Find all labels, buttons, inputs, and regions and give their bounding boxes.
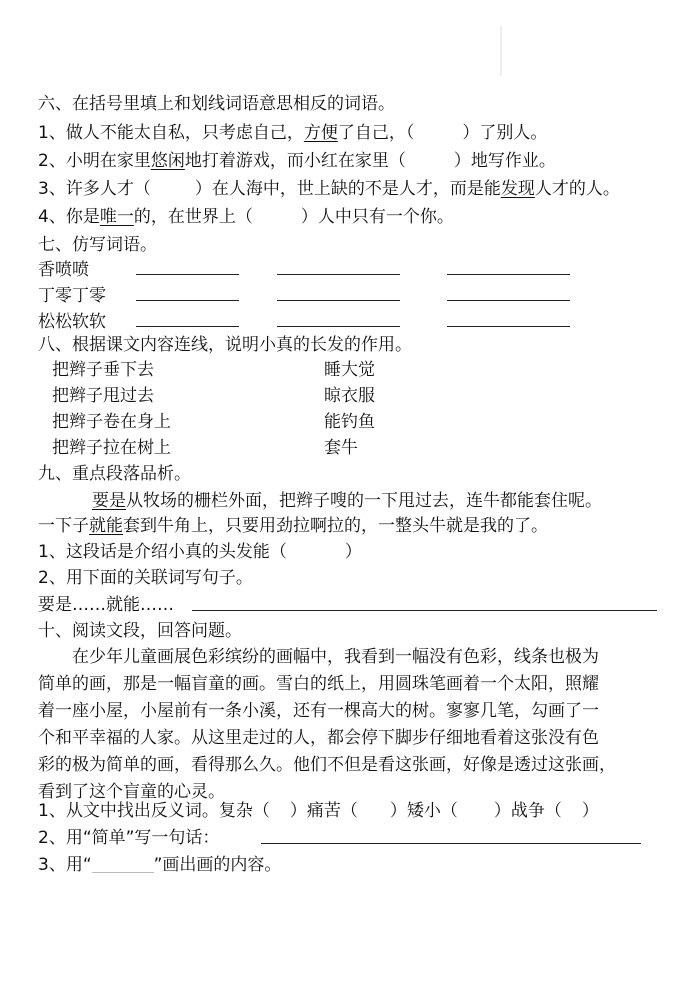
answer-line[interactable] — [277, 274, 400, 275]
underlined-word: 方便 — [303, 123, 338, 143]
answer-line[interactable] — [277, 300, 400, 301]
answer-line[interactable] — [447, 326, 570, 327]
underlined-word: 唯一 — [99, 207, 134, 227]
match-left-item[interactable]: 把辫子拉在树上 — [52, 438, 171, 458]
s9-pattern: 要是……就能…… — [38, 595, 174, 615]
passage-line: 彩的极为简单的画，看得那么久。他们不但是看这张画，好像是透过这张画， — [38, 755, 616, 775]
answer-line[interactable] — [277, 326, 400, 327]
section-6-title: 六、在括号里填上和划线词语意思相反的词语。 — [38, 94, 395, 114]
answer-line[interactable] — [136, 274, 239, 275]
s10-question-3: 3、用“ ”画出画的内容。 — [38, 855, 282, 875]
sentence-answer-line[interactable] — [192, 610, 657, 611]
underlined-word: 要是 — [92, 491, 126, 511]
section-8-title: 八、根据课文内容连线，说明小真的长发的作用。 — [38, 335, 412, 355]
scan-smudge — [500, 26, 502, 76]
match-right-item[interactable]: 晾衣服 — [324, 386, 375, 406]
word-prompt: 丁零丁零 — [38, 286, 106, 306]
passage-line: 看到了这个盲童的心灵。 — [38, 782, 225, 802]
section-7-title: 七、仿写词语。 — [38, 235, 157, 255]
underlined-word: 发现 — [500, 179, 535, 199]
s6-question-4: 4、你是唯一的，在世界上（ ）人中只有一个你。 — [38, 207, 454, 227]
s9-passage-line-2: 一下子就能套到牛角上，只要用劲拉啊拉的，一整头牛就是我的了。 — [38, 516, 548, 536]
passage-line: 简单的画，那是一幅盲童的画。雪白的纸上，用圆珠笔画着一个太阳，照耀 — [38, 674, 599, 694]
section-10-title: 十、阅读文段，回答问题。 — [38, 621, 242, 641]
s6-question-1: 1、做人不能太自私，只考虑自己，方便了自己，（ ）了别人。 — [38, 123, 548, 143]
passage-line: 着一座小屋，小屋前有一条小溪，还有一棵高大的树。寥寥几笔，勾画了一 — [38, 701, 599, 721]
answer-line[interactable] — [447, 274, 570, 275]
s6-question-3: 3、许多人才（ ）在人海中，世上缺的不是人才，而是能发现人才的人。 — [38, 179, 620, 199]
s9-question-2: 2、用下面的关联词写句子。 — [38, 568, 253, 588]
underlined-word: 就能 — [89, 516, 123, 536]
answer-line[interactable] — [136, 300, 239, 301]
underline-sample — [92, 858, 154, 873]
match-right-item[interactable]: 能钓鱼 — [324, 412, 375, 432]
s10-question-2: 2、用“简单”写一句话： — [38, 828, 220, 848]
sentence-answer-line[interactable] — [261, 843, 641, 844]
answer-line[interactable] — [447, 300, 570, 301]
s9-passage-line-1: 要是从牧场的栅栏外面，把辫子嗖的一下甩过去，连牛都能套住呢。 — [92, 491, 602, 511]
match-right-item[interactable]: 睡大觉 — [324, 360, 375, 380]
passage-line: 在少年儿童画展色彩缤纷的画幅中，我看到一幅没有色彩，线条也极为 — [72, 647, 599, 667]
s10-passage — [38, 644, 663, 806]
section-9-title: 九、重点段落品析。 — [38, 464, 191, 484]
s6-question-2: 2、小明在家里悠闲地打着游戏，而小红在家里（ ）地写作业。 — [38, 151, 556, 171]
match-right-item[interactable]: 套牛 — [324, 438, 358, 458]
match-left-item[interactable]: 把辫子垂下去 — [52, 360, 154, 380]
match-left-item[interactable]: 把辫子甩过去 — [52, 386, 154, 406]
word-prompt: 香喷喷 — [38, 260, 89, 280]
match-left-item[interactable]: 把辫子卷在身上 — [52, 412, 171, 432]
s10-question-1: 1、从文中找出反义词。复杂（ ）痛苦（ ）矮小（ ）战争（ ） — [38, 801, 599, 821]
passage-line: 个和平幸福的人家。从这里走过的人，都会停下脚步仔细地看着这张没有色 — [38, 728, 599, 748]
word-prompt: 松松软软 — [38, 312, 106, 332]
s9-question-1: 1、这段话是介绍小真的头发能（ ） — [38, 542, 362, 562]
underlined-word: 悠闲 — [150, 151, 185, 171]
answer-line[interactable] — [136, 326, 239, 327]
